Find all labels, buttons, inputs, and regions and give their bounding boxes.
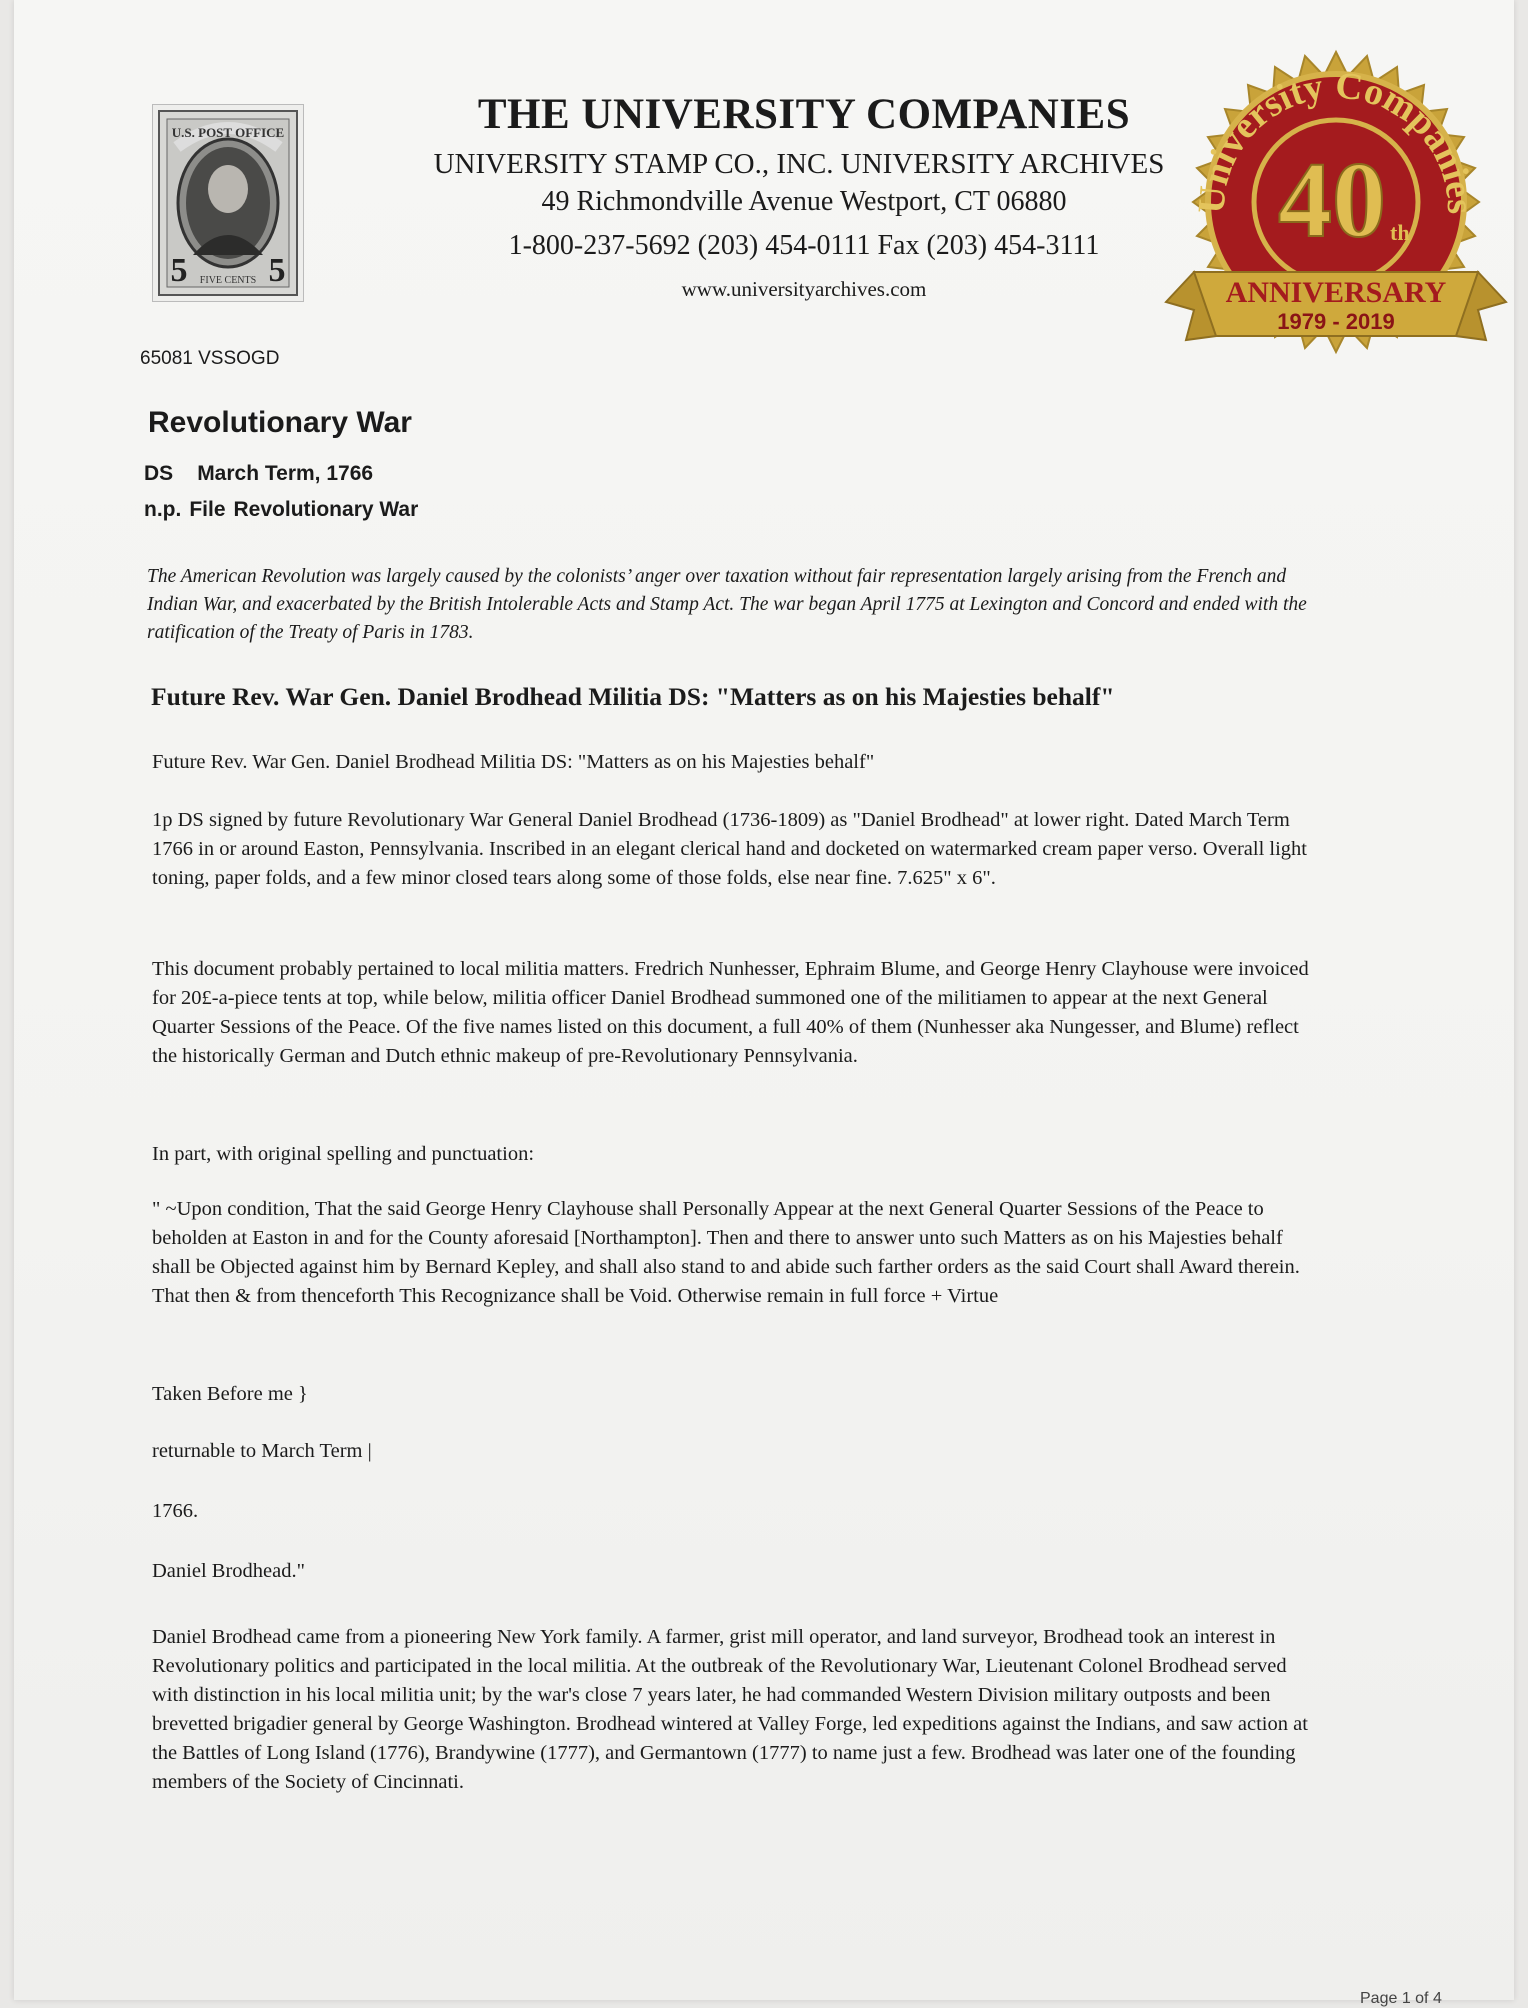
reference-number: 65081 VSSOGD <box>140 348 280 369</box>
place-file <box>144 498 418 522</box>
body-paragraph-4: In part, with original spelling and punctuation: <box>152 1143 535 1165</box>
stamp-bottom-text: FIVE CENTS <box>199 275 257 286</box>
doc-type: DS <box>144 462 174 485</box>
seal-years: 1979 - 2019 <box>1277 309 1395 334</box>
company-website: www.universityarchives.com <box>681 277 927 301</box>
transcript-line-1: Taken Before me } <box>152 1383 308 1405</box>
transcript-line-2: returnable to March Term | <box>152 1440 372 1462</box>
stamp-top-text: U.S. POST OFFICE <box>171 125 285 140</box>
file-name: Revolutionary War <box>233 498 419 521</box>
transcript-line-4: Daniel Brodhead." <box>152 1560 305 1582</box>
company-address: 49 Richmondville Avenue Westport, CT 06880 <box>541 186 1067 217</box>
seal-banner: ANNIVERSARY <box>1225 276 1447 309</box>
stamp-value-left: 5 <box>170 252 188 289</box>
company-phone: 1-800-237-5692 (203) 454-0111 Fax (203) 454-3111 <box>508 230 1100 261</box>
doc-place: n.p. <box>144 498 182 521</box>
seal-number: 40 <box>1278 141 1386 260</box>
document-page <box>14 0 1514 2007</box>
body-paragraph-2: 1p DS signed by future Revolutionary War General Daniel Brodhead (1736-1809) as "Daniel Brodhead" at lower right. Dated March Term 1766 in or around Easton, Pennsylvania. Inscribed in an elegant clerical hand and docketed on watermarked cream paper verso. Overall light toning, paper folds, and a few minor closed tears along some of those folds, else near fine. 7.625" x 6". <box>152 809 1307 889</box>
file-label: File <box>189 498 226 521</box>
seal-arc-text: University Companies <box>1190 64 1482 216</box>
body-paragraph-1: Future Rev. War Gen. Daniel Brodhead Militia DS: "Matters as on his Majesties behalf" <box>152 751 875 773</box>
stamp-value-right: 5 <box>268 252 286 289</box>
item-headline: Future Rev. War Gen. Daniel Brodhead Militia DS: "Matters as on his Majesties behalf" <box>151 682 1115 711</box>
intro-paragraph: The American Revolution was largely caused by the colonists’ anger over taxation without fair representation largely arising from the French and Indian War, and exacerbated by the British Intolerable Acts and Stamp Act. The war began April 1775 at Lexington and Concord and ended with the ratification of the Treaty of Paris in 1783. <box>147 566 1307 643</box>
page-number: Page 1 of 4 <box>1360 1990 1442 2007</box>
quoted-transcript: " ~Upon condition, That the said George Henry Clayhouse shall Personally Appear at the next General Quarter Sessions of the Peace to beholden at Easton in and for the County aforesaid [Northampton]. Then and there to answer unto such Matters as on his Majesties behalf shall be Objected against him by Bernard Kepley, and shall also stand to and abide such farther orders as the said Court shall Award therein. That then & from thenceforth This Recognizance shall be Void. Otherwise remain in full force + Virtue <box>152 1198 1300 1307</box>
seal-suffix: th <box>1390 220 1410 245</box>
company-name: THE UNIVERSITY COMPANIES <box>477 91 1131 138</box>
biography-paragraph: Daniel Brodhead came from a pioneering New York family. A farmer, grist mill operator, and land surveyor, Brodhead took an interest in Revolutionary politics and participated in the local militia. At the outbreak of the Revolutionary War, Lieutenant Colonel Brodhead served with distinction in his local militia unit; by the war's close 7 years later, he had commanded Western Division military outposts and been brevetted brigadier general by George Washington. Brodhead wintered at Valley Forge, led expeditions against the Indians, and saw action at the Battles of Long Island (1776), Brandywine (1777), and Germantown (1777) to name just a few. Brodhead was later one of the founding members of the Society of Cincinnati. <box>152 1626 1308 1793</box>
category-title: Revolutionary War <box>148 406 412 439</box>
doc-type-date <box>144 462 373 486</box>
company-divisions: UNIVERSITY STAMP CO., INC. UNIVERSITY ARCHIVES <box>433 148 1165 180</box>
franklin-stamp-image <box>152 104 304 302</box>
body-paragraph-3: This document probably pertained to local militia matters. Fredrich Nunhesser, Ephraim Blume, and George Henry Clayhouse were invoiced for 20£-a-piece tents at top, while below, militia officer Daniel Brodhead summoned one of the militiamen to appear at the next General Quarter Sessions of the Peace. Of the five names listed on this document, a full 40% of them (Nunhesser aka Nungesser, and Blume) reflect the historically German and Dutch ethnic makeup of pre-Revolutionary Pennsylvania. <box>152 958 1309 1067</box>
anniversary-seal <box>1146 40 1526 380</box>
transcript-line-3: 1766. <box>152 1500 199 1522</box>
doc-date: March Term, 1766 <box>197 462 374 485</box>
